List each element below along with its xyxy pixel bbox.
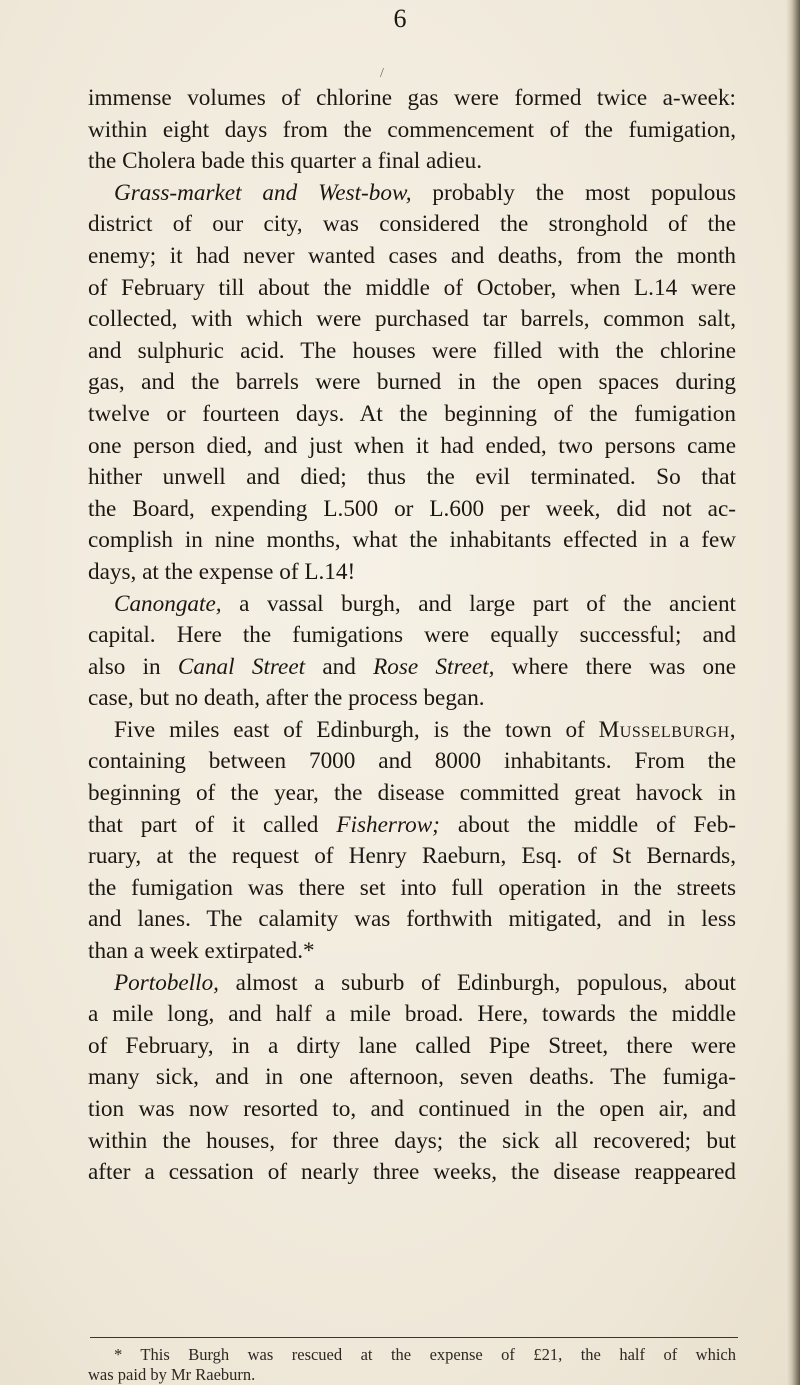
text-line [88, 620, 736, 652]
text-run: a mile long, and half a mile broad. Here, towards the middle [88, 1001, 736, 1028]
footnote [88, 1345, 736, 1385]
text-line [88, 209, 736, 241]
text-run: the Cholera bade this quarter a final adieu. [88, 148, 483, 175]
text-run: tion was now resorted to, and continued in the open air, and [88, 1096, 736, 1122]
text-run: district of our city, was considered the stronghold of the [88, 211, 736, 238]
text-run: almost a suburb of Edinburgh, populous, about [218, 969, 736, 996]
text-run: days, at the expense of L.14! [88, 558, 356, 585]
text-run: complish in nine months, what the inhabitants effected in a few [88, 527, 736, 554]
text-line [88, 304, 736, 336]
text-line [88, 589, 736, 621]
text-run: also in [88, 653, 178, 680]
body-text [88, 83, 736, 1189]
text-line [88, 778, 736, 810]
text-run: enemy; it had never wanted cases and deaths, from the month [88, 242, 736, 269]
text-line [88, 936, 736, 968]
text-line [88, 873, 736, 905]
text-line [88, 715, 736, 747]
text-run: and sulphuric acid. The houses were filled with the chlorine [88, 337, 736, 364]
text-line [88, 1062, 736, 1094]
text-line [88, 683, 736, 715]
text-line [88, 810, 736, 842]
italic-run: Canongate, [114, 590, 222, 617]
text-run: one person died, and just when it had ended, two persons came [88, 432, 736, 459]
text-line [88, 431, 736, 463]
text-line [88, 273, 736, 305]
footnote-rule [90, 1337, 738, 1338]
text-run: probably the most populous [411, 179, 736, 206]
text-line [88, 146, 736, 178]
text-line [88, 1031, 736, 1063]
text-run: within the houses, for three days; the sick all recovered; but [88, 1127, 736, 1154]
footnote-line [88, 1365, 736, 1385]
text-line [88, 1094, 736, 1126]
text-line [88, 652, 736, 684]
text-line [88, 462, 736, 494]
page-number: 6 [393, 4, 407, 33]
text-run: beginning of the year, the disease committed great havock in [88, 780, 736, 807]
text-run: gas, and the barrels were burned in the open spaces during [88, 369, 736, 396]
small-caps-run: Musselburgh, [598, 716, 736, 743]
text-line [88, 746, 736, 778]
text-line [88, 1157, 736, 1189]
page-edge-shadow [786, 0, 800, 1385]
text-run: within eight days from the commencement of the fumigation, [88, 116, 736, 143]
text-run: ruary, at the request of Henry Raeburn, Esq. of St Bernards, [88, 843, 736, 870]
text-run: after a cessation of nearly three weeks, the disease reappeared [88, 1159, 736, 1186]
text-run: and [305, 653, 374, 680]
stray-ink-mark: / [380, 66, 384, 81]
footnote-line [88, 1345, 736, 1365]
italic-run: Rose Street, [373, 653, 495, 680]
text-run: of February till about the middle of October, when L.14 were [88, 274, 736, 301]
text-run: case, but no death, after the process began. [88, 685, 485, 712]
text-line [88, 83, 736, 115]
text-line [88, 1126, 736, 1158]
text-run: a vassal burgh, and large part of the ancient [221, 590, 736, 617]
text-run: many sick, and in one afternoon, seven deaths. The fumiga- [88, 1064, 736, 1091]
text-line [88, 494, 736, 526]
text-line [88, 904, 736, 936]
text-run: where there was one [494, 653, 736, 680]
italic-run: Grass-market and West-bow, [114, 179, 412, 206]
text-line [88, 525, 736, 557]
text-run: of February, in a dirty lane called Pipe Street, there were [88, 1032, 736, 1059]
text-run: immense volumes of chlorine gas were formed twice a-week: [88, 85, 736, 111]
text-run: that part of it called [88, 811, 337, 838]
text-line [88, 968, 736, 1000]
text-line [88, 115, 736, 147]
text-run: the Board, expending L.500 or L.600 per week, did not ac- [88, 495, 736, 522]
text-line [88, 557, 736, 589]
text-line [88, 241, 736, 273]
italic-run: Portobello, [114, 969, 219, 996]
text-run: containing between 7000 and 8000 inhabitants. From the [88, 748, 736, 775]
text-run: * This Burgh was rescued at the expense of £21, the half of which [114, 1345, 736, 1364]
text-line [88, 336, 736, 368]
text-run: than a week extirpated.* [88, 938, 315, 965]
italic-run: Fisherrow; [336, 811, 440, 838]
text-run: twelve or fourteen days. At the beginning of the fumigation [88, 400, 736, 427]
italic-run: Canal Street [177, 653, 306, 680]
text-run: collected, with which were purchased tar barrels, common salt, [88, 306, 736, 333]
text-line [88, 999, 736, 1031]
text-run: Five miles east of Edinburgh, is the town of [114, 716, 599, 743]
text-run: about the middle of Feb- [439, 811, 737, 838]
text-line [88, 178, 736, 210]
text-run: and lanes. The calamity was forthwith mitigated, and in less [88, 906, 736, 933]
text-line [88, 367, 736, 399]
text-run: hither unwell and died; thus the evil terminated. So that [88, 464, 736, 491]
text-line [88, 399, 736, 431]
text-run: was paid by Mr Raeburn. [88, 1365, 256, 1384]
text-run: capital. Here the fumigations were equally successful; and [88, 622, 736, 649]
text-run: the fumigation was there set into full operation in the streets [88, 874, 736, 901]
text-line [88, 841, 736, 873]
